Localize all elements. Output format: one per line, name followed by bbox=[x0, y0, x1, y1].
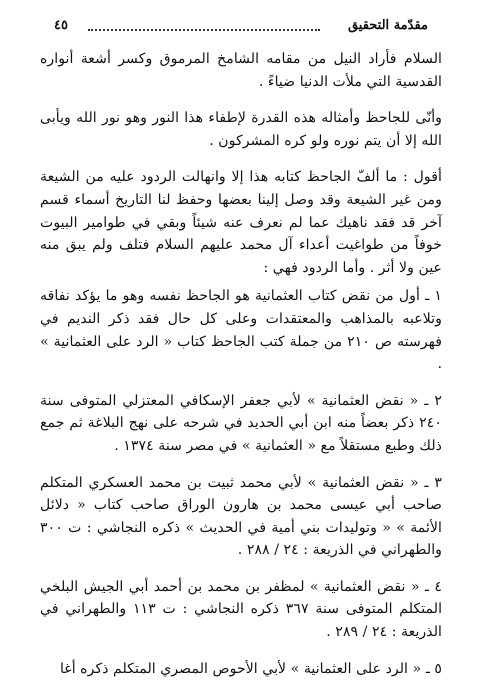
paragraph: وأنّى للجاحظ وأمثاله هذه القدرة لإطفاء هذا النور وهو نور الله ويأبى الله إلا أن يتم نوره ولو كره المشركون . bbox=[40, 110, 442, 149]
header-dotted-leader bbox=[88, 29, 320, 31]
list-item: ١ ـ أول من نقض كتاب العثمانية هو الجاحظ نفسه وهو ما يؤكد نفاقه وتلاعبه بالمذاهب والمعتقدات وعلى كل حال فقد ذكر النديم في فهرسته ص ٢١٠ من جملة كتب الجاحظ كتاب « الرد على العثمانية » . bbox=[40, 288, 442, 373]
paragraph: السلام فأراد النيل من مقامه الشامخ المرموق وكسر أشعة أنواره القدسية التي ملأت الدنيا ضياءً . bbox=[40, 51, 442, 90]
running-title: مقدّمة التحقيق bbox=[347, 18, 428, 33]
paragraph: أقول : ما ألفّ الجاحظ كتابه هذا إلا وانهالت الردود عليه من الشيعة ومن غير الشيعة وقد وصل إلينا بعضها وحفظ لنا التاريخ أسماء قسم آخر قد فقد ناهيك عما لم نعرف عنه شيئاً وبقي في طوامير البيوت خوفاً من طواغيت أعداء آل محمد عليهم السلام فتلف ولم يبق منه عين ولا أثر . وأما الردود فهي : bbox=[40, 169, 442, 276]
list-item: ٢ ـ « نقض العثمانية » لأبي جعفر الإسكافي المعتزلي المتوفى سنة ٢٤٠ ذكر بعضاً منه ابن أبي الحديد في شرحه على نهج البلاغة ثم جمع ذلك وطبع مستقلاً مع « العثمانية » في مصر سنة ١٣٧٤ . bbox=[40, 392, 442, 454]
list-item: ٣ ـ « نقض العثمانية » لأبي محمد ثبيت بن محمد العسكري المتكلم صاحب أبي عيسى محمد بن هارون الوراق صاحب كتاب « دلائل الأئمة » « وتوليدات بني أمية في الحديث » ذكره النجاشي : ت ٣٠٠ والطهراني في الذريعة : ٢٤ / ٢٨٨ . bbox=[40, 474, 442, 559]
running-header bbox=[54, 18, 428, 40]
page-body bbox=[40, 48, 442, 694]
list-item: ٥ ـ « الرد على العثمانية » لأبي الأحوص المصري المتكلم ذكره أغا bbox=[59, 660, 442, 677]
page-number: ٤٥ bbox=[54, 18, 68, 33]
list-item: ٤ ـ « نقض العثمانية » لمظفر بن محمد بن أحمد أبي الجيش البلخي المتكلم المتوفى سنة ٣٦٧ ذكره النجاشي : ت ١١٣ والطهراني في الذريعة : ٢٤ / ٢٨٩ . bbox=[40, 578, 443, 641]
